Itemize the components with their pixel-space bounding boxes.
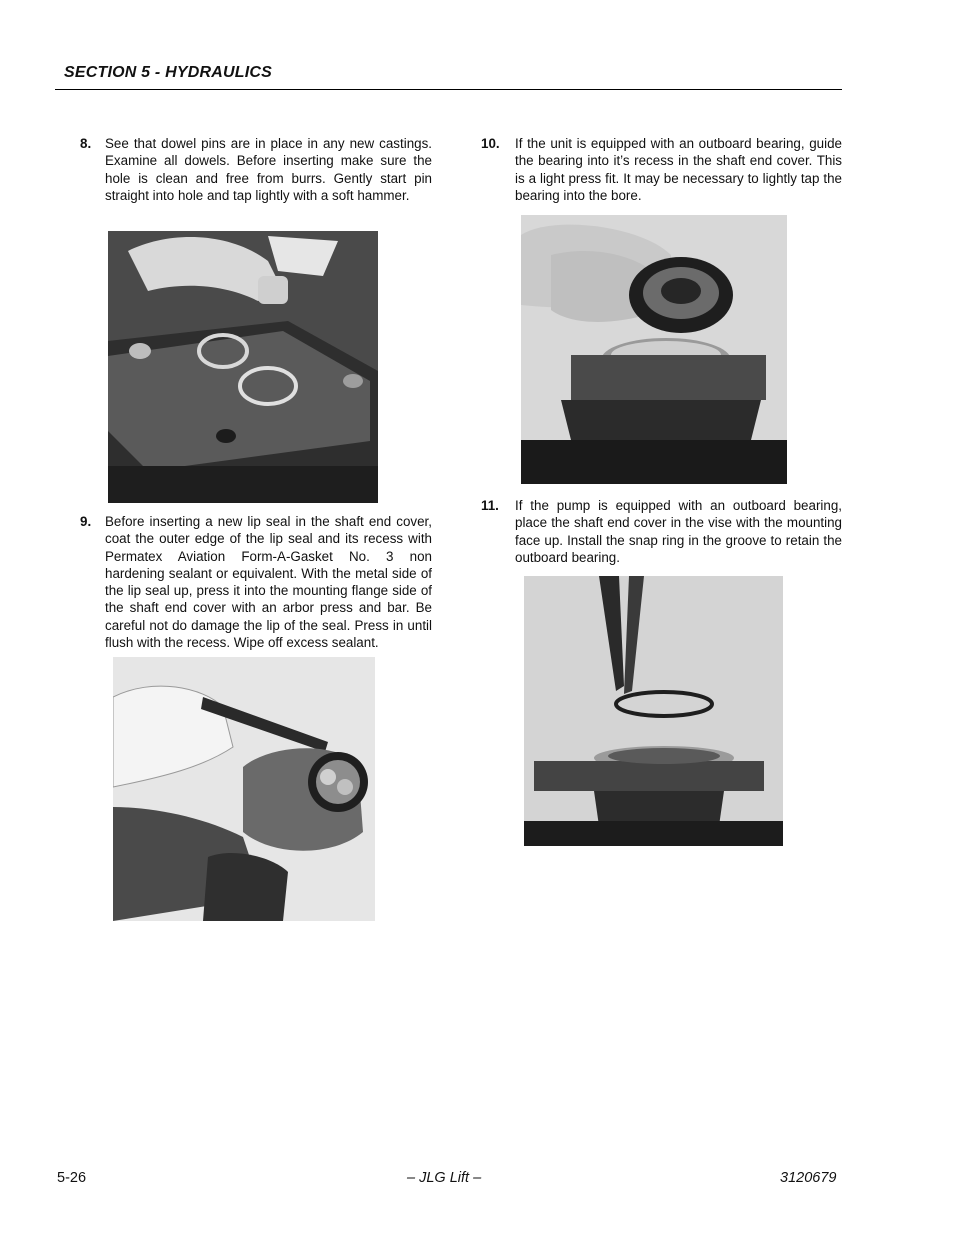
- step-text: See that dowel pins are in place in any new castings. Examine all dowels. Before inserting make sure the hole is clean and free from burrs. Gently start pin straight into hole and tap lightly with a soft hammer.: [105, 136, 432, 203]
- step-text: Before inserting a new lip seal in the shaft end cover, coat the outer edge of the lip seal and its recess with Permatex Aviation Form-A-Gasket No. 3 non hardening sealant or equivalent. With the metal side of the lip seal up, press it into the mounting flange side of the shaft end cover with an arbor press and bar. Be careful not do damage the lip of the seal. Press in until flush with the recess. Wipe off excess sealant.: [105, 514, 432, 651]
- step-9: [80, 513, 432, 653]
- header-divider: [55, 89, 842, 90]
- photo-lip-seal: [113, 657, 375, 921]
- step-number: 10.: [481, 136, 500, 151]
- page-number: 5-26: [57, 1170, 87, 1186]
- photo-snap-ring: [524, 576, 783, 846]
- step-text: If the pump is equipped with an outboard bearing, place the shaft end cover in the vise with the mounting face up. Install the snap ring in the groove to retain the outboard bearing.: [515, 498, 842, 565]
- footer-publisher: – JLG Lift –: [407, 1170, 482, 1186]
- photo-dowel-pins: [108, 231, 378, 503]
- document-number: 3120679: [780, 1170, 837, 1186]
- section-title: SECTION 5 - HYDRAULICS: [64, 64, 272, 81]
- step-8: [80, 135, 432, 225]
- step-number: 8.: [80, 136, 92, 151]
- step-number: 11.: [481, 498, 499, 513]
- step-11: [481, 497, 842, 569]
- photo-outboard-bearing: [521, 215, 787, 484]
- step-number: 9.: [80, 514, 92, 529]
- step-10: [481, 135, 842, 207]
- step-text: If the unit is equipped with an outboard bearing, guide the bearing into it’s recess in the shaft end cover. This is a light press fit. It may be necessary to lightly tap the bearing into the bore.: [515, 136, 842, 203]
